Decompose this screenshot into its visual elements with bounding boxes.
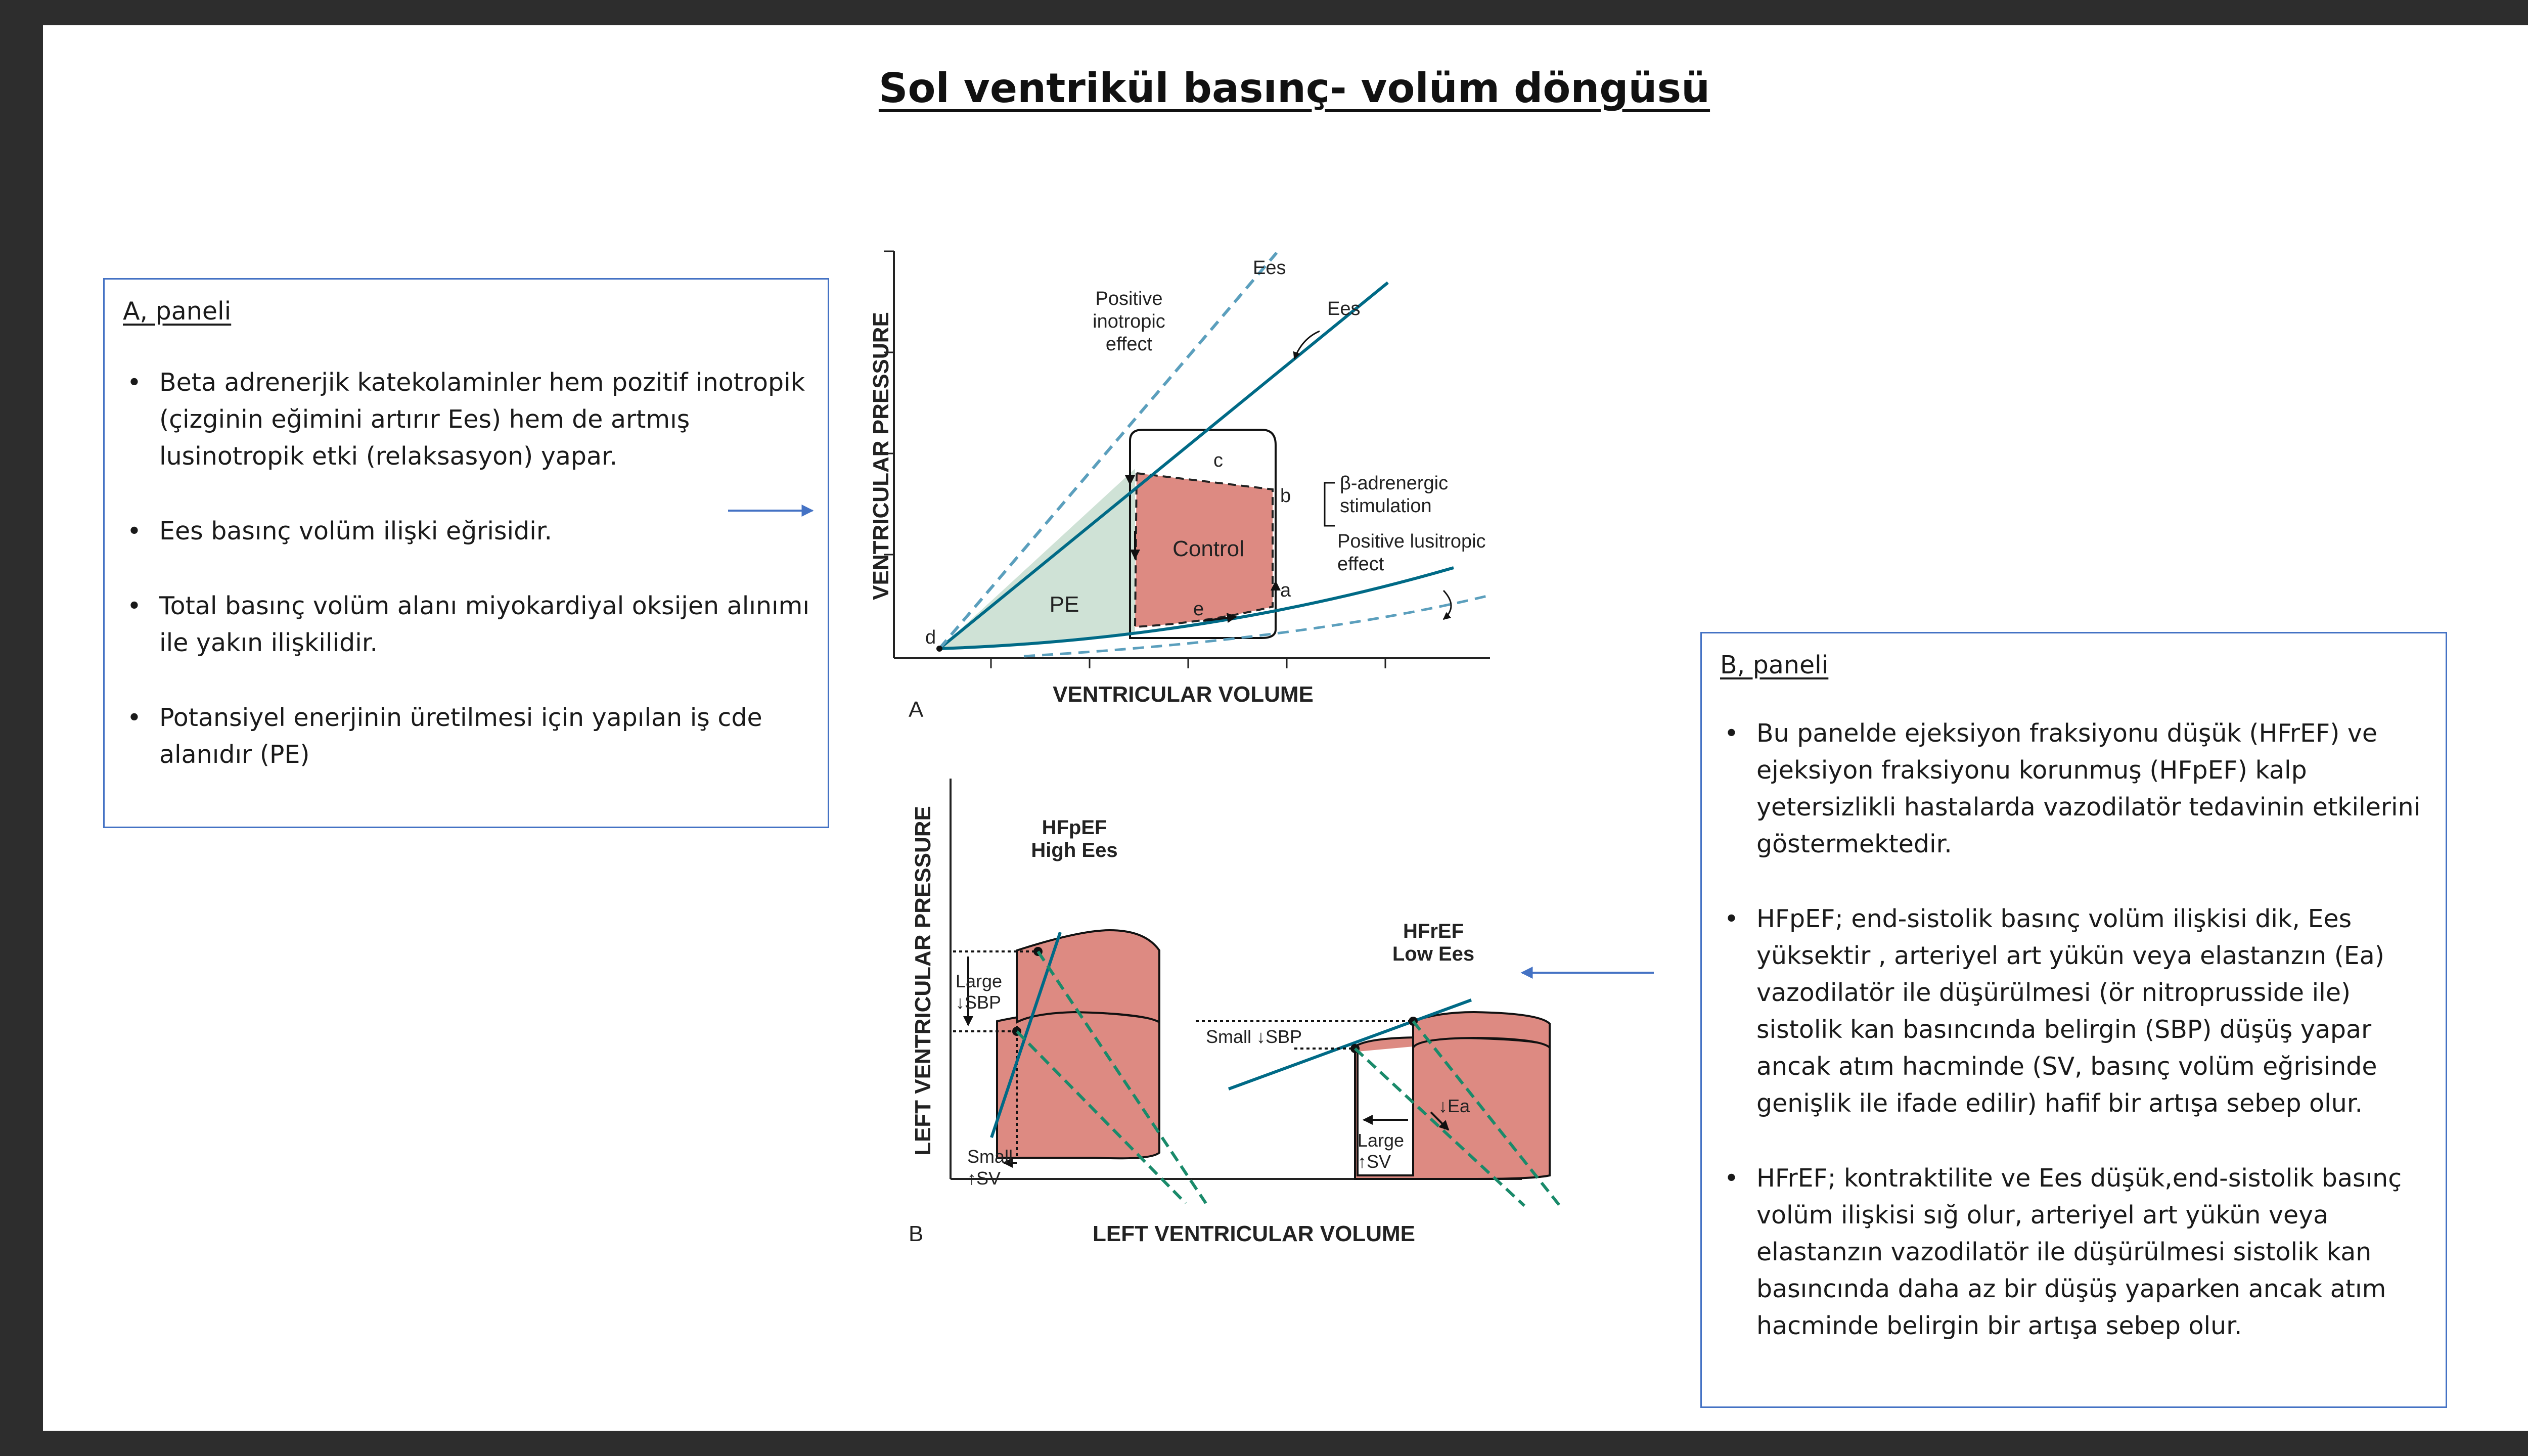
pe-label: PE	[1049, 592, 1079, 617]
panel-b-bullet: • HFrEF; kontraktilite ve Ees düşük,end-sistolik basınç volüm ilişkisi sığ olur, arteriyel art yükün veya elastanzın vazodilatör ile düşürülmesi sistolik kan basıncında daha az bir düşüş yaparken ancak atım hacminde belirgin bir artışa sebep olur.	[1720, 1160, 2427, 1344]
figure-a	[869, 251, 1490, 722]
fig-a-x-label: VENTRICULAR VOLUME	[1053, 682, 1314, 707]
panel-a-bullet: • Beta adrenerjik katekolaminler hem pozitif inotropik (çizginin eğimini artırır Ees) hem de artmış lusinotropik etki (relaksasyon) yapar.	[123, 364, 809, 475]
slide-title: Sol ventrikül basınç- volüm döngüsü	[878, 65, 1710, 112]
panel-a-bullet: • Total basınç volüm alanı miyokardiyal oksijen alınımı ile yakın ilişkilidir.	[123, 587, 809, 661]
small-sv-label-2: ↑SV	[967, 1168, 1001, 1189]
large-sv-label-1: Large	[1358, 1130, 1405, 1151]
figure-b	[909, 779, 1560, 1246]
large-sv-label-2: ↑SV	[1358, 1151, 1391, 1172]
fig-b-y-label: LEFT VENTRICULAR PRESSURE	[911, 806, 935, 1156]
large-sbp-label-2: ↓SBP	[956, 992, 1002, 1013]
point-a-label: a	[1280, 580, 1291, 601]
hfpef-label-2: High Ees	[1031, 839, 1118, 861]
positive-lusitropic-label-2: effect	[1337, 554, 1384, 575]
panel-a-bullet: • Ees basınç volüm ilişki eğrisidir.	[123, 513, 809, 550]
pe-area	[939, 469, 1135, 649]
hfref-label-1: HFrEF	[1403, 920, 1464, 942]
positive-inotropic-label-2: inotropic	[1093, 311, 1165, 332]
positive-inotropic-label-3: effect	[1105, 334, 1153, 355]
ees-solid-label: Ees	[1327, 298, 1361, 320]
point-b-label: b	[1280, 485, 1291, 507]
positive-lusitropic-label-1: Positive lusitropic	[1337, 531, 1486, 552]
fig-a-y-label: VENTRICULAR PRESSURE	[869, 312, 893, 600]
beta-stim-label-2: stimulation	[1340, 495, 1432, 517]
ea-label: ↓Ea	[1438, 1096, 1470, 1116]
small-sv-label-1: Small	[967, 1146, 1013, 1167]
beta-stim-bracket	[1325, 483, 1335, 526]
hfpef-lower-loop	[1017, 930, 1159, 1022]
panel-a-heading: A, paneli	[123, 297, 232, 326]
panel-b-bullet: • Bu panelde ejeksiyon fraksiyonu düşük (HFrEF) ve ejeksiyon fraksiyonu korunmuş (HFpEF) kalp yetersizlikli hastalarda vazodilatör tedavinin etkilerini göstermektedir.	[1720, 715, 2427, 862]
hfref-label-2: Low Ees	[1392, 943, 1475, 965]
point-d-marker	[936, 646, 942, 652]
hfpef-label-1: HFpEF	[1042, 816, 1107, 839]
fig-a-letter: A	[909, 697, 924, 722]
hfpef-upper-loop	[997, 1011, 1159, 1158]
point-d-label: d	[925, 627, 936, 648]
slide	[43, 25, 2528, 1431]
control-label: Control	[1172, 536, 1244, 561]
small-sbp-label: Small ↓SBP	[1206, 1026, 1302, 1047]
panel-a-bullet: • Potansiyel enerjinin üretilmesi için yapılan iş cde alanıdır (PE)	[123, 699, 809, 773]
fig-b-x-label: LEFT VENTRICULAR VOLUME	[1093, 1221, 1415, 1246]
panel-b-bullet: • HFpEF; end-sistolik basınç volüm ilişkisi dik, Ees yüksektir , arteriyel art yükün veya elastanzın (Ea) vazodilatör ile düşürülmesi (ör nitroprusside ile) sistolik kan basıncında belirgin (SBP) düşüş yapar ancak atım hacminde (SV, basınç volüm eğrisinde genişlik ile ifade edilir) hafif bir artışa sebep olur.	[1720, 900, 2427, 1122]
ees-dashed-label: Ees	[1253, 257, 1286, 279]
positive-inotropic-label-1: Positive	[1095, 288, 1163, 309]
figure-svg	[43, 25, 2528, 1431]
panel-b-heading: B, paneli	[1720, 651, 1829, 679]
beta-stim-label-1: β-adrenergic	[1340, 473, 1449, 494]
point-e-label: e	[1193, 599, 1204, 620]
fig-b-letter: B	[909, 1221, 924, 1246]
large-sbp-label-1: Large	[956, 971, 1003, 991]
point-c-label: c	[1213, 450, 1223, 471]
